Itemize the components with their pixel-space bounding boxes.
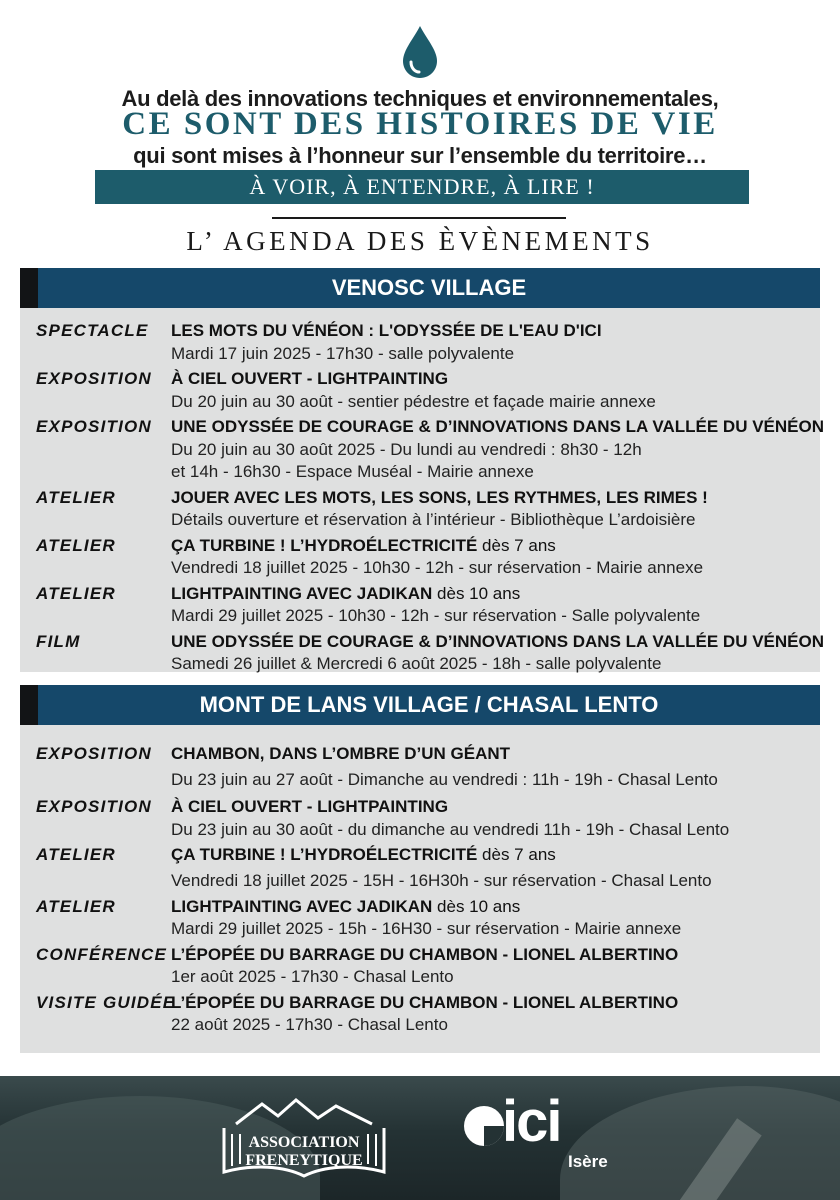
association-name-line1: ASSOCIATION [248, 1134, 360, 1151]
agenda-title: L’ AGENDA DES ÈVÈNEMENTS [186, 226, 654, 256]
section-venosc [20, 268, 824, 673]
section-title: MONT DE LANS VILLAGE / CHASAL LENTO [20, 685, 820, 725]
event-details: Du 20 juin au 30 août 2025 - Du lundi au vendredi : 8h30 - 12h [171, 440, 642, 459]
event-title: CHAMBON, DANS L’OMBRE D’UN GÉANT [171, 744, 511, 763]
section-mont-de-lans [20, 685, 820, 1053]
event-title: À CIEL OUVERT - LIGHTPAINTING [171, 369, 449, 388]
event-title: L’ÉPOPÉE DU BARRAGE DU CHAMBON - LIONEL ALBERTINO [171, 993, 679, 1012]
event-title: LES MOTS DU VÉNÉON : L'ODYSSÉE DE L'EAU D'ICI [171, 321, 602, 340]
event-category: ATELIER [36, 845, 116, 864]
ici-wordmark: ici [502, 1089, 561, 1154]
intro-banner: À VOIR, À ENTENDRE, À LIRE ! [95, 170, 749, 204]
event-title: JOUER AVEC LES MOTS, LES SONS, LES RYTHMES, LES RIMES ! [171, 488, 708, 507]
ici-circle-icon [462, 1102, 506, 1150]
title-divider [272, 217, 566, 219]
event-details: Mardi 17 juin 2025 - 17h30 - salle polyvalente [171, 344, 515, 363]
event-category: CONFÉRENCE [36, 945, 168, 964]
event-details: Du 23 juin au 27 août - Dimanche au vendredi : 11h - 19h - Chasal Lento [171, 770, 718, 789]
association-freneytique-logo [214, 1094, 394, 1182]
event-details: Mardi 29 juillet 2025 - 10h30 - 12h - sur réservation - Salle polyvalente [171, 606, 701, 625]
event-category: VISITE GUIDÉE [36, 993, 176, 1012]
event-details: Samedi 26 juillet & Mercredi 6 août 2025 - 18h - salle polyvalente [171, 654, 662, 673]
event-title: L’ÉPOPÉE DU BARRAGE DU CHAMBON - LIONEL ALBERTINO [171, 945, 679, 964]
event-details: Vendredi 18 juillet 2025 - 10h30 - 12h - sur réservation - Mairie annexe [171, 558, 704, 577]
event-title: ÇA TURBINE ! L’HYDROÉLECTRICITÉ dès 7 ans [171, 845, 556, 864]
section-title: VENOSC VILLAGE [20, 268, 820, 308]
ici-isere-logo [462, 1089, 608, 1186]
association-name-line2: FRENEYTIQUE [245, 1152, 363, 1169]
event-category: EXPOSITION [36, 417, 152, 436]
event-category: ATELIER [36, 897, 116, 916]
event-category: ATELIER [36, 488, 116, 507]
event-category: EXPOSITION [36, 744, 152, 763]
event-category: EXPOSITION [36, 369, 152, 388]
event-title: UNE ODYSSÉE DE COURAGE & D’INNOVATIONS DANS LA VALLÉE DU VÉNÉON [171, 632, 824, 651]
intro-headline: CE SONT DES HISTOIRES DE VIE [122, 106, 718, 142]
event-title: LIGHTPAINTING AVEC JADIKAN dès 10 ans [171, 897, 521, 916]
event-title: À CIEL OUVERT - LIGHTPAINTING [171, 797, 449, 816]
ici-region: Isère [568, 1152, 608, 1171]
event-category: SPECTACLE [36, 321, 149, 340]
event-title: LIGHTPAINTING AVEC JADIKAN dès 10 ans [171, 584, 521, 603]
event-details: Vendredi 18 juillet 2025 - 15H - 16H30h - sur réservation - Chasal Lento [171, 871, 712, 890]
event-details: Du 23 juin au 30 août - du dimanche au vendredi 11h - 19h - Chasal Lento [171, 820, 730, 839]
event-category: EXPOSITION [36, 797, 152, 816]
water-drop-icon [400, 24, 440, 80]
event-category: ATELIER [36, 584, 116, 603]
event-details: 22 août 2025 - 17h30 - Chasal Lento [171, 1015, 448, 1034]
event-details: Du 20 juin au 30 août - sentier pédestre et façade mairie annexe [171, 392, 656, 411]
intro-line-3: qui sont mises à l’honneur sur l’ensemble du territoire… [133, 143, 707, 168]
event-title: UNE ODYSSÉE DE COURAGE & D’INNOVATIONS DANS LA VALLÉE DU VÉNÉON [171, 417, 824, 436]
event-title: ÇA TURBINE ! L’HYDROÉLECTRICITÉ dès 7 ans [171, 536, 556, 555]
event-category: ATELIER [36, 536, 116, 555]
intro-line-1: Au delà des innovations techniques et environnementales, [121, 86, 719, 111]
event-category: FILM [36, 632, 81, 651]
event-details: Détails ouverture et réservation à l’intérieur - Bibliothèque L’ardoisière [171, 510, 696, 529]
event-details: Mardi 29 juillet 2025 - 15h - 16H30 - sur réservation - Mairie annexe [171, 919, 682, 938]
event-details: 1er août 2025 - 17h30 - Chasal Lento [171, 967, 454, 986]
event-details: et 14h - 16h30 - Espace Muséal - Mairie annexe [171, 462, 534, 481]
footer-landscape [0, 1076, 840, 1200]
